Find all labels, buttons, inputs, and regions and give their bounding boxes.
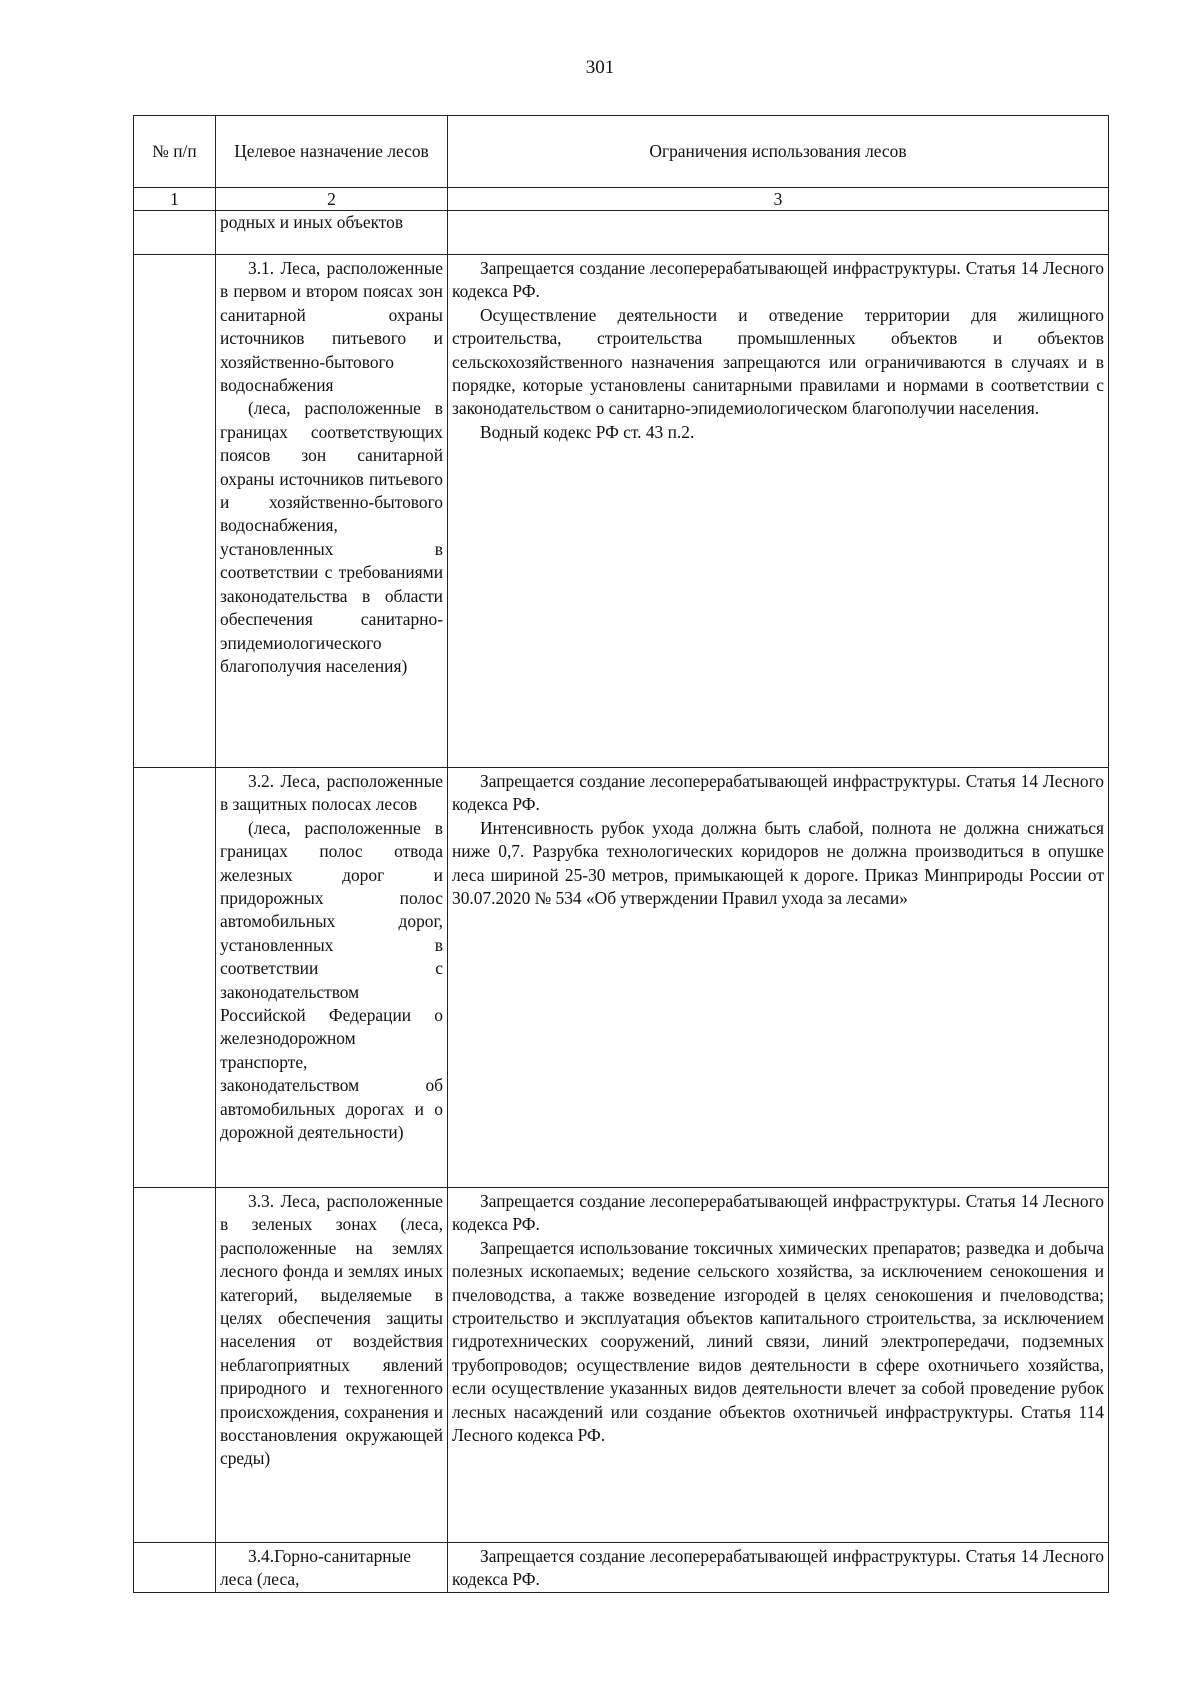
purpose-text: 3.2. Леса, расположенные в защитных полосах лесов (220, 771, 443, 815)
restrictions-cell (448, 211, 1109, 255)
purpose-note: (леса, расположенные в границах соответствующих поясов зон санитарной охраны источников питьевого и хозяйственно-бытового водоснабжения, установленных в соответствии с требованиями законодательства в области обеспечения санитарно-эпидемиологического благополучия населения) (220, 398, 443, 676)
row-number-cell (134, 768, 216, 1188)
table-row (134, 211, 1109, 255)
column-number: 1 (134, 188, 216, 211)
row-number-cell (134, 1543, 216, 1593)
restriction-text: Интенсивность рубок ухода должна быть слабой, полнота не должна снижаться ниже 0,7. Разрубка технологических коридоров не должна производиться в опушке леса шириной 25-30 метров, примыкающей к дороге. Приказ Минприроды России от 30.07.2020 № 534 «Об утверждении Правил ухода за лесами» (452, 817, 1104, 909)
row-number-cell (134, 211, 216, 255)
restriction-text: Запрещается создание лесоперерабатывающей инфраструктуры. Статья 14 Лесного кодекса РФ. (452, 771, 1104, 815)
column-number: 3 (448, 188, 1109, 211)
restrictions-cell (448, 255, 1109, 768)
column-number: 2 (216, 188, 448, 211)
restrictions-cell (448, 1188, 1109, 1543)
purpose-cell (216, 1543, 448, 1593)
purpose-text: 3.3. Леса, расположенные в зеленых зонах (леса, расположенные на землях лесного фонда и землях иных категорий, выделяемые в целях обеспечения защиты населения от воздействия неблагоприятных явлений природного и техногенного происхождения, сохранения и восстановления окружающей среды) (220, 1191, 443, 1469)
restriction-text: Запрещается использование токсичных химических препаратов; разведка и добыча полезных ископаемых; ведение сельского хозяйства, за исключением сенокошения и пчеловодства, а также возведение изгородей в целях сенокошения и пчеловодства; строительство и эксплуатация объектов капитального строительства, за исключением гидротехнических сооружений, линий связи, линий электропередачи, подземных трубопроводов; осуществление видов деятельности в сфере охотничьего хозяйства, если осуществление указанных видов деятельности влечет за собой проведение рубок лесных насаждений или создание объектов охотничьей инфраструктуры. Статья 114 Лесного кодекса РФ. (452, 1237, 1104, 1446)
header-restrictions: Ограничения использования лесов (448, 116, 1109, 188)
table-row (134, 255, 1109, 768)
purpose-cell (216, 255, 448, 768)
restrictions-table (133, 115, 1109, 1593)
restriction-text: Водный кодекс РФ ст. 43 п.2. (480, 421, 695, 442)
restriction-text: Запрещается создание лесоперерабатывающей инфраструктуры. Статья 14 Лесного кодекса РФ. (452, 1546, 1104, 1590)
restrictions-cell (448, 1543, 1109, 1593)
purpose-cell (216, 211, 448, 255)
purpose-cell (216, 768, 448, 1188)
purpose-text: 3.1. Леса, расположенные в первом и втором поясах зон санитарной охраны источников питьевого и хозяйственно-бытового водоснабжения (220, 258, 443, 396)
table-header-row (134, 116, 1109, 188)
restriction-text: Запрещается создание лесоперерабатывающей инфраструктуры. Статья 14 Лесного кодекса РФ. (452, 258, 1104, 302)
table-row (134, 1543, 1109, 1593)
purpose-text: 3.4.Горно-санитарные леса (леса, (220, 1546, 411, 1590)
restrictions-cell (448, 768, 1109, 1188)
purpose-text: родных и иных объектов (220, 212, 404, 232)
header-number: № п/п (134, 116, 216, 188)
purpose-note: (леса, расположенные в границах полос отвода железных дорог и придорожных полос автомобильных дорог, установленных в соответствии с законодательством Российской Федерации о железнодорожном транспорте, законодательством об автомобильных дорогах и о дорожной деятельности) (220, 817, 443, 1143)
page-number: 301 (585, 57, 615, 78)
table-row (134, 768, 1109, 1188)
row-number-cell (134, 1188, 216, 1543)
restriction-text: Запрещается создание лесоперерабатывающей инфраструктуры. Статья 14 Лесного кодекса РФ. (452, 1191, 1104, 1235)
table-row (134, 1188, 1109, 1543)
header-purpose: Целевое назначение лесов (216, 116, 448, 188)
column-number-row (134, 188, 1109, 211)
purpose-cell (216, 1188, 448, 1543)
row-number-cell (134, 255, 216, 768)
restriction-text: Осуществление деятельности и отведение территории для жилищного строительства, строительства промышленных объектов и объектов сельскохозяйственного назначения запрещаются или ограничиваются в случаях и в порядке, которые установлены санитарными правилами и нормами в соответствии с законодательством о санитарно-эпидемиологическом благополучии населения. (452, 304, 1104, 419)
